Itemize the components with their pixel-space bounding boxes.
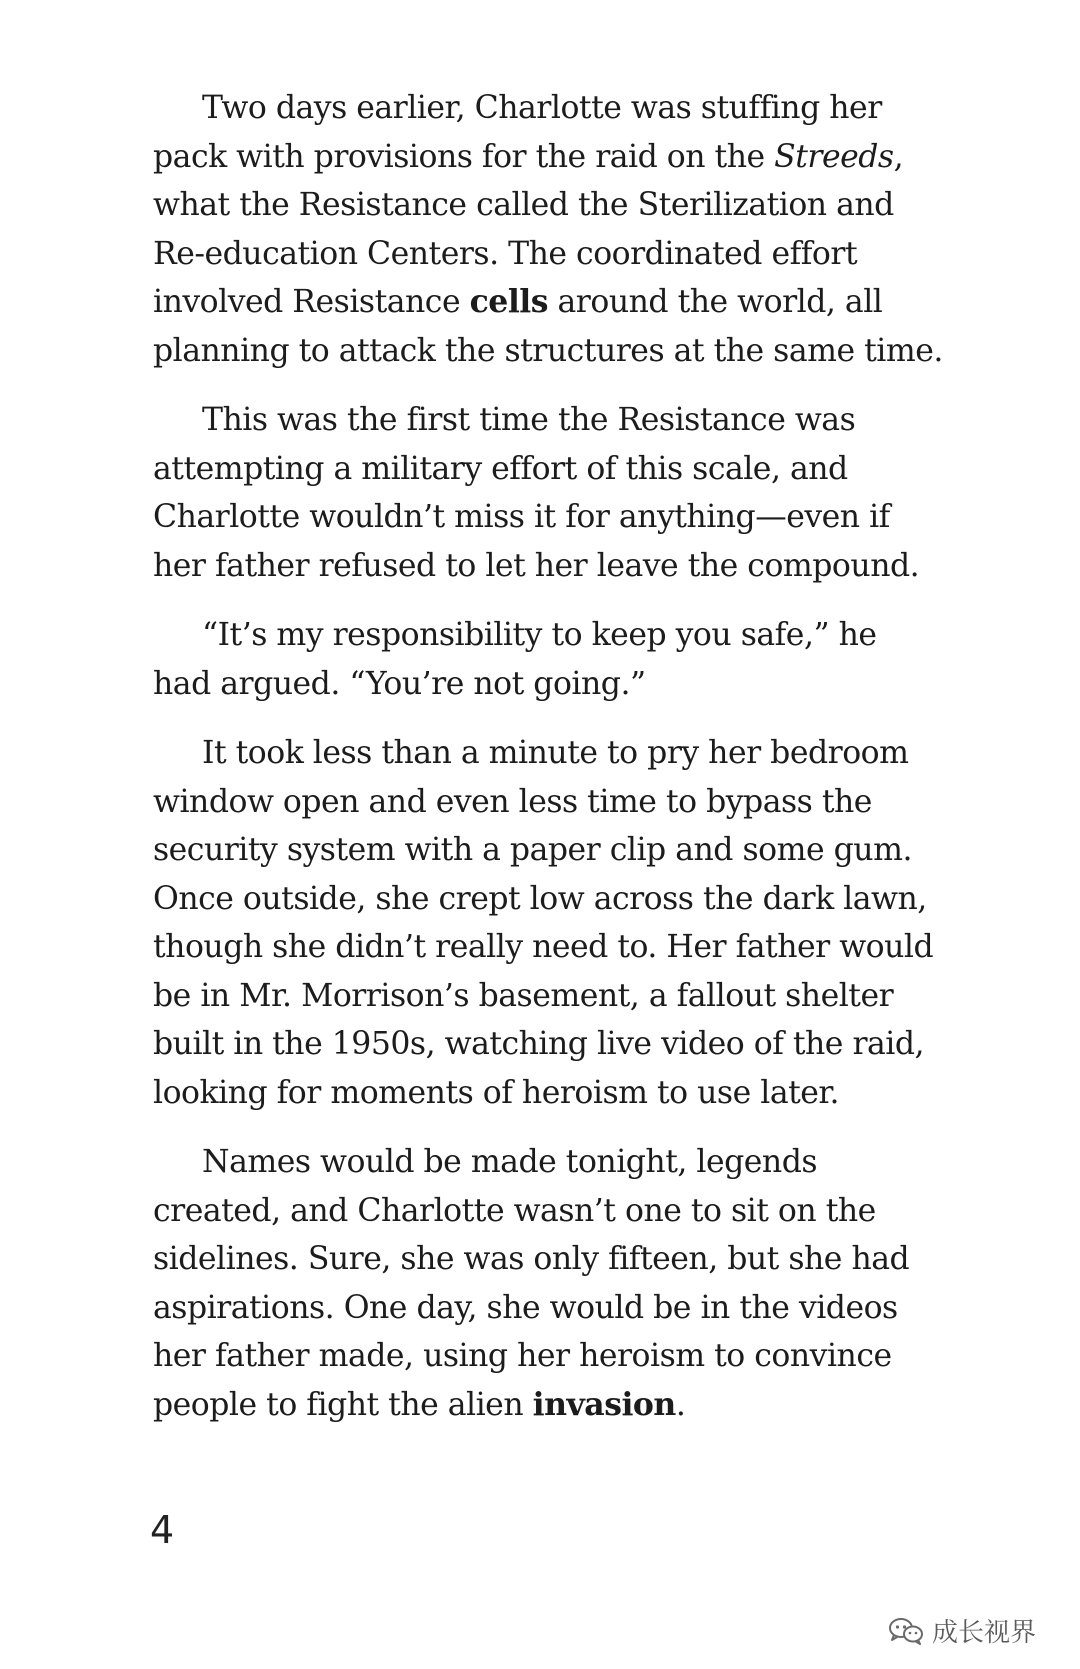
text-run: had argued. “You’re not going.”	[153, 665, 646, 702]
text-line	[153, 327, 943, 376]
watermark-text: 成长视界	[932, 1618, 1037, 1648]
text-run: ,	[893, 138, 904, 175]
text-line	[153, 1187, 943, 1236]
text-run: her father made, using her heroism to convince	[153, 1338, 892, 1374]
text-run: built in the 1950s, watching live video of the raid,	[153, 1026, 925, 1062]
text-line	[153, 778, 943, 827]
text-line	[153, 396, 943, 445]
text-run: Re-education Centers. The coordinated effort	[153, 235, 858, 272]
text-line	[153, 923, 943, 972]
paragraph	[153, 1138, 943, 1429]
text-run: pack with provisions for the raid on the	[153, 138, 775, 175]
text-run: looking for moments of heroism to use later.	[153, 1074, 840, 1111]
text-line	[153, 493, 943, 542]
text-run: around the world, all	[548, 284, 883, 320]
text-run: Two days earlier, Charlotte was stuffing her	[202, 90, 882, 126]
text-run: security system with a paper clip and some gum.	[153, 832, 912, 868]
paragraph	[153, 84, 943, 375]
text-run: involved Resistance	[153, 284, 470, 320]
text-line	[153, 1235, 943, 1284]
page-number: 4	[150, 1508, 175, 1552]
watermark	[888, 1612, 1036, 1649]
text-line	[153, 542, 943, 591]
paragraph	[153, 729, 943, 1117]
text-run: .	[675, 1386, 686, 1423]
text-run: what the Resistance called the Sterilization and	[153, 187, 894, 223]
text-run: It took less than a minute to pry her bedroom	[202, 735, 909, 771]
text-line	[153, 84, 943, 133]
text-line	[153, 826, 943, 875]
bold-term: invasion	[532, 1385, 676, 1423]
text-run: her father refused to let her leave the compound.	[153, 547, 920, 584]
text-line	[153, 445, 943, 494]
text-run: Once outside, she crept low across the dark lawn,	[153, 880, 927, 917]
text-line	[153, 1020, 943, 1069]
body-text	[153, 84, 943, 1450]
text-line	[153, 1284, 943, 1333]
text-run: though she didn’t really need to. Her father would	[153, 929, 934, 965]
text-line	[153, 875, 943, 924]
bold-term: cells	[469, 283, 548, 320]
text-line	[153, 181, 943, 230]
text-line	[153, 230, 943, 279]
text-line	[153, 972, 943, 1021]
text-run: planning to attack the structures at the same time.	[153, 332, 943, 369]
text-run: aspirations. One day, she would be in the videos	[153, 1289, 898, 1326]
text-line	[153, 660, 943, 709]
wechat-icon	[888, 1617, 924, 1645]
text-line	[153, 278, 943, 327]
text-run: people to fight the alien	[153, 1386, 533, 1423]
paragraph	[153, 611, 943, 708]
text-run: window open and even less time to bypass the	[153, 783, 872, 820]
text-line	[153, 1381, 943, 1430]
text-run: Names would be made tonight, legends	[202, 1144, 818, 1180]
text-run: attempting a military effort of this scale, and	[153, 450, 848, 487]
italic-term: Streeds	[774, 138, 894, 175]
text-line	[153, 611, 943, 660]
text-line	[153, 133, 943, 182]
text-line	[153, 1332, 943, 1381]
text-run: be in Mr. Morrison’s basement, a fallout shelter	[153, 977, 894, 1014]
text-run: “It’s my responsibility to keep you safe,” he	[202, 617, 877, 653]
text-line	[153, 1138, 943, 1187]
text-run: Charlotte wouldn’t miss it for anything—even if	[153, 499, 890, 535]
text-line	[153, 729, 943, 778]
text-run: sidelines. Sure, she was only fifteen, but she had	[153, 1241, 910, 1277]
text-run: This was the first time the Resistance was	[202, 402, 856, 438]
paragraph	[153, 396, 943, 590]
text-line	[153, 1069, 943, 1118]
text-run: created, and Charlotte wasn’t one to sit on the	[153, 1192, 876, 1229]
